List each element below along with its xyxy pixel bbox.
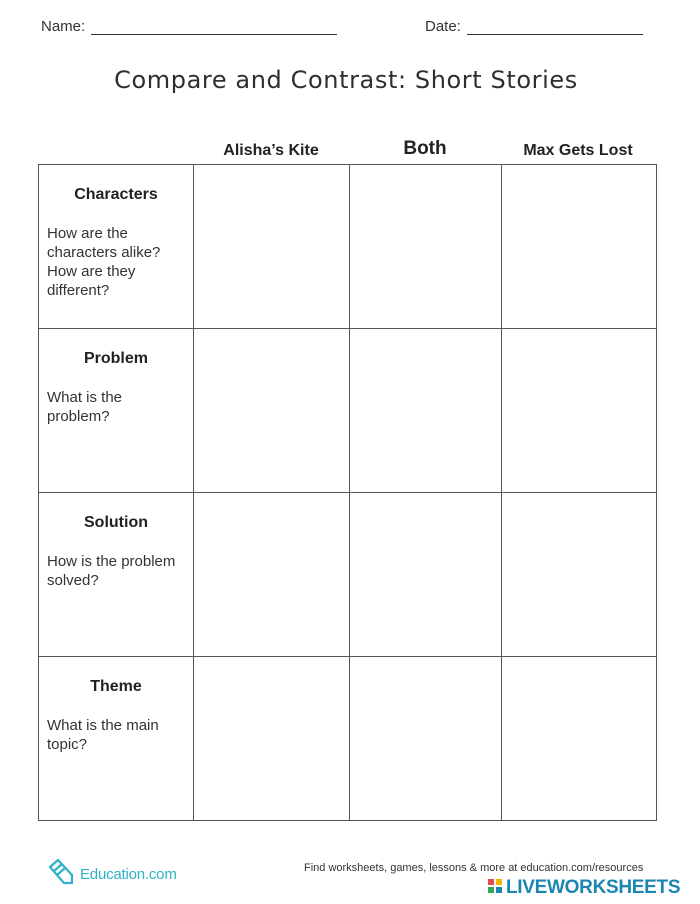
column-header-max-gets-lost: Max Gets Lost [523, 142, 633, 159]
row-title: Characters [74, 186, 158, 203]
compare-contrast-table [38, 164, 657, 821]
answer-cell[interactable] [194, 329, 350, 493]
answer-cell[interactable] [194, 657, 350, 821]
table-row [39, 493, 657, 657]
date-line[interactable] [467, 20, 643, 35]
answer-cell[interactable] [502, 329, 657, 493]
answer-cell[interactable] [502, 657, 657, 821]
row-title: Theme [90, 678, 142, 695]
row-label-cell [39, 657, 194, 821]
row-label-cell [39, 165, 194, 329]
date-label: Date: [425, 18, 461, 35]
answer-cell[interactable] [502, 165, 657, 329]
name-field[interactable] [41, 18, 337, 35]
row-question: What is the problem? [47, 389, 123, 425]
table-row [39, 329, 657, 493]
answer-cell[interactable] [350, 329, 502, 493]
answer-cell[interactable] [350, 657, 502, 821]
row-title: Solution [84, 514, 148, 531]
education-com-logo[interactable] [46, 857, 177, 892]
table-row [39, 165, 657, 329]
row-label-cell [39, 329, 194, 493]
answer-cell[interactable] [194, 493, 350, 657]
row-title: Problem [83, 350, 148, 367]
date-field[interactable] [425, 18, 643, 35]
answer-cell[interactable] [350, 493, 502, 657]
table-row [39, 657, 657, 821]
liveworksheets-wordmark: LIVEWORKSHEETS [506, 877, 681, 898]
answer-cell[interactable] [502, 493, 657, 657]
row-question: What is the main topic? [47, 717, 159, 753]
footer-note: Find worksheets, games, lessons & more at education.com/resources [304, 862, 644, 874]
column-header-both: Both [403, 138, 447, 159]
column-header-alishas-kite: Alisha’s Kite [223, 142, 319, 159]
education-com-brand: Education.com [80, 866, 177, 883]
answer-cell[interactable] [350, 165, 502, 329]
worksheet-title: Compare and Contrast: Short Stories [114, 66, 578, 94]
name-line[interactable] [91, 20, 337, 35]
liveworksheets-logo[interactable] [488, 877, 680, 899]
row-question: How are the characters alike? How are they different? [47, 225, 161, 299]
pencil-icon [46, 857, 76, 892]
row-question: How is the problem solved? [47, 553, 176, 589]
answer-cell[interactable] [194, 165, 350, 329]
row-label-cell [39, 493, 194, 657]
liveworksheets-icon [488, 879, 502, 898]
name-label: Name: [41, 18, 86, 35]
